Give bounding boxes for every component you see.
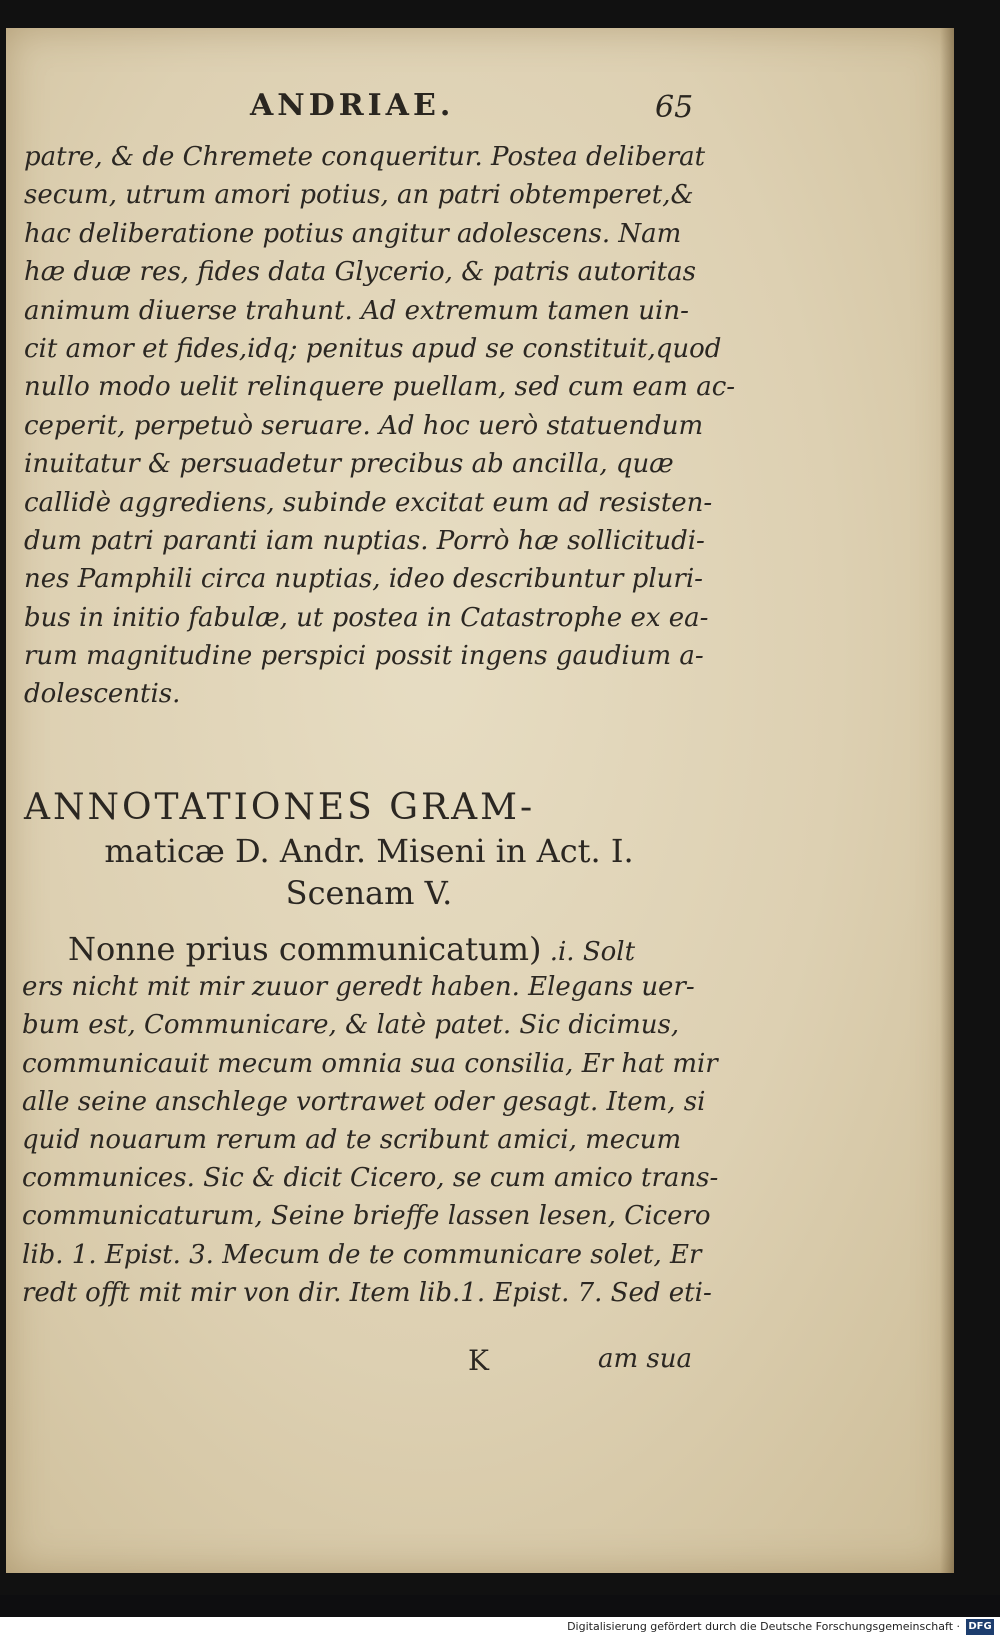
text-line: hac deliberatione potius angitur adolescens. Nam: [24, 218, 682, 249]
text-line: callidè aggrediens, subinde excitat eum ad resisten-: [24, 487, 713, 518]
text-line: rum magnitudine perspici possit ingens gaudium a-: [24, 641, 704, 672]
text-line: lib. 1. Epist. 3. Mecum de te communicare solet, Er: [22, 1239, 702, 1270]
text-line: quid nouarum rerum ad te scribunt amici, mecum: [22, 1124, 682, 1155]
text-line: communices. Sic & dicit Cicero, se cum amico trans-: [22, 1163, 719, 1194]
page-number: 65: [655, 90, 694, 125]
heading-line-1: ANNOTATIONES GRAM-: [24, 787, 536, 828]
text-line: cit amor et fides,idq; penitus apud se constituit,quod: [24, 333, 722, 364]
text-line: secum, utrum amori potius, an patri obtemperet,&: [24, 180, 694, 211]
funding-credit: Digitalisierung gefördert durch die Deutsche Forschungsgemeinschaft ·: [567, 1620, 960, 1633]
text-line: dolescentis.: [24, 679, 181, 710]
text-line: dum patri paranti iam nuptias. Porrò hæ sollicitudi-: [24, 525, 705, 556]
text-line: nullo modo uelit relinquere puellam, sed cum eam ac-: [24, 372, 736, 403]
text-line: communicauit mecum omnia sua consilia, Er hat mir: [22, 1048, 718, 1079]
text-line: alle seine anschlege vortrawet oder gesagt. Item, si: [22, 1086, 706, 1117]
text-line: ers nicht mit mir zuuor geredt haben. Elegans uer-: [22, 972, 695, 1003]
lemma: Nonne prius communicatum): [68, 930, 542, 968]
text-line: bum est, Communicare, & latè patet. Sic dicimus,: [22, 1010, 680, 1041]
lemma-gloss: .i. Solt: [549, 937, 636, 967]
text-line: bus in initio fabulæ, ut postea in Catastrophe ex ea-: [24, 602, 709, 633]
signature-mark: K: [468, 1344, 489, 1377]
running-head: ANDRIAE.: [250, 88, 455, 123]
catchword: am sua: [598, 1344, 693, 1374]
text-line: hæ duæ res, fides data Glycerio, & patris autoritas: [24, 257, 696, 288]
text-line: ceperit, perpetuò seruare. Ad hoc uerò statuendum: [24, 410, 704, 441]
text-line: communicaturum, Seine brieffe lassen lesen, Cicero: [22, 1201, 711, 1232]
annotations-text: [22, 930, 719, 1312]
heading-line-3: Scenam V.: [285, 874, 453, 912]
text-line: inuitatur & persuadetur precibus ab ancilla, quæ: [24, 449, 674, 480]
page-edge-shadow: [940, 28, 954, 1573]
text-line: redt offt mit mir von dir. Item lib.1. Epist. 7. Sed eti-: [22, 1277, 712, 1308]
dfg-logo: DFG: [966, 1619, 994, 1635]
text-line: nes Pamphili circa nuptias, ideo describuntur pluri-: [24, 564, 703, 595]
text-line: animum diuerse trahunt. Ad extremum tamen uin-: [24, 295, 689, 326]
argument-text: [24, 138, 736, 714]
text-line: patre, & de Chremete conqueritur. Postea deliberat: [24, 142, 706, 172]
heading-line-2: maticæ D. Andr. Miseni in Act. I.: [104, 832, 634, 870]
lemma-line: [22, 930, 714, 968]
section-heading: [24, 786, 714, 914]
